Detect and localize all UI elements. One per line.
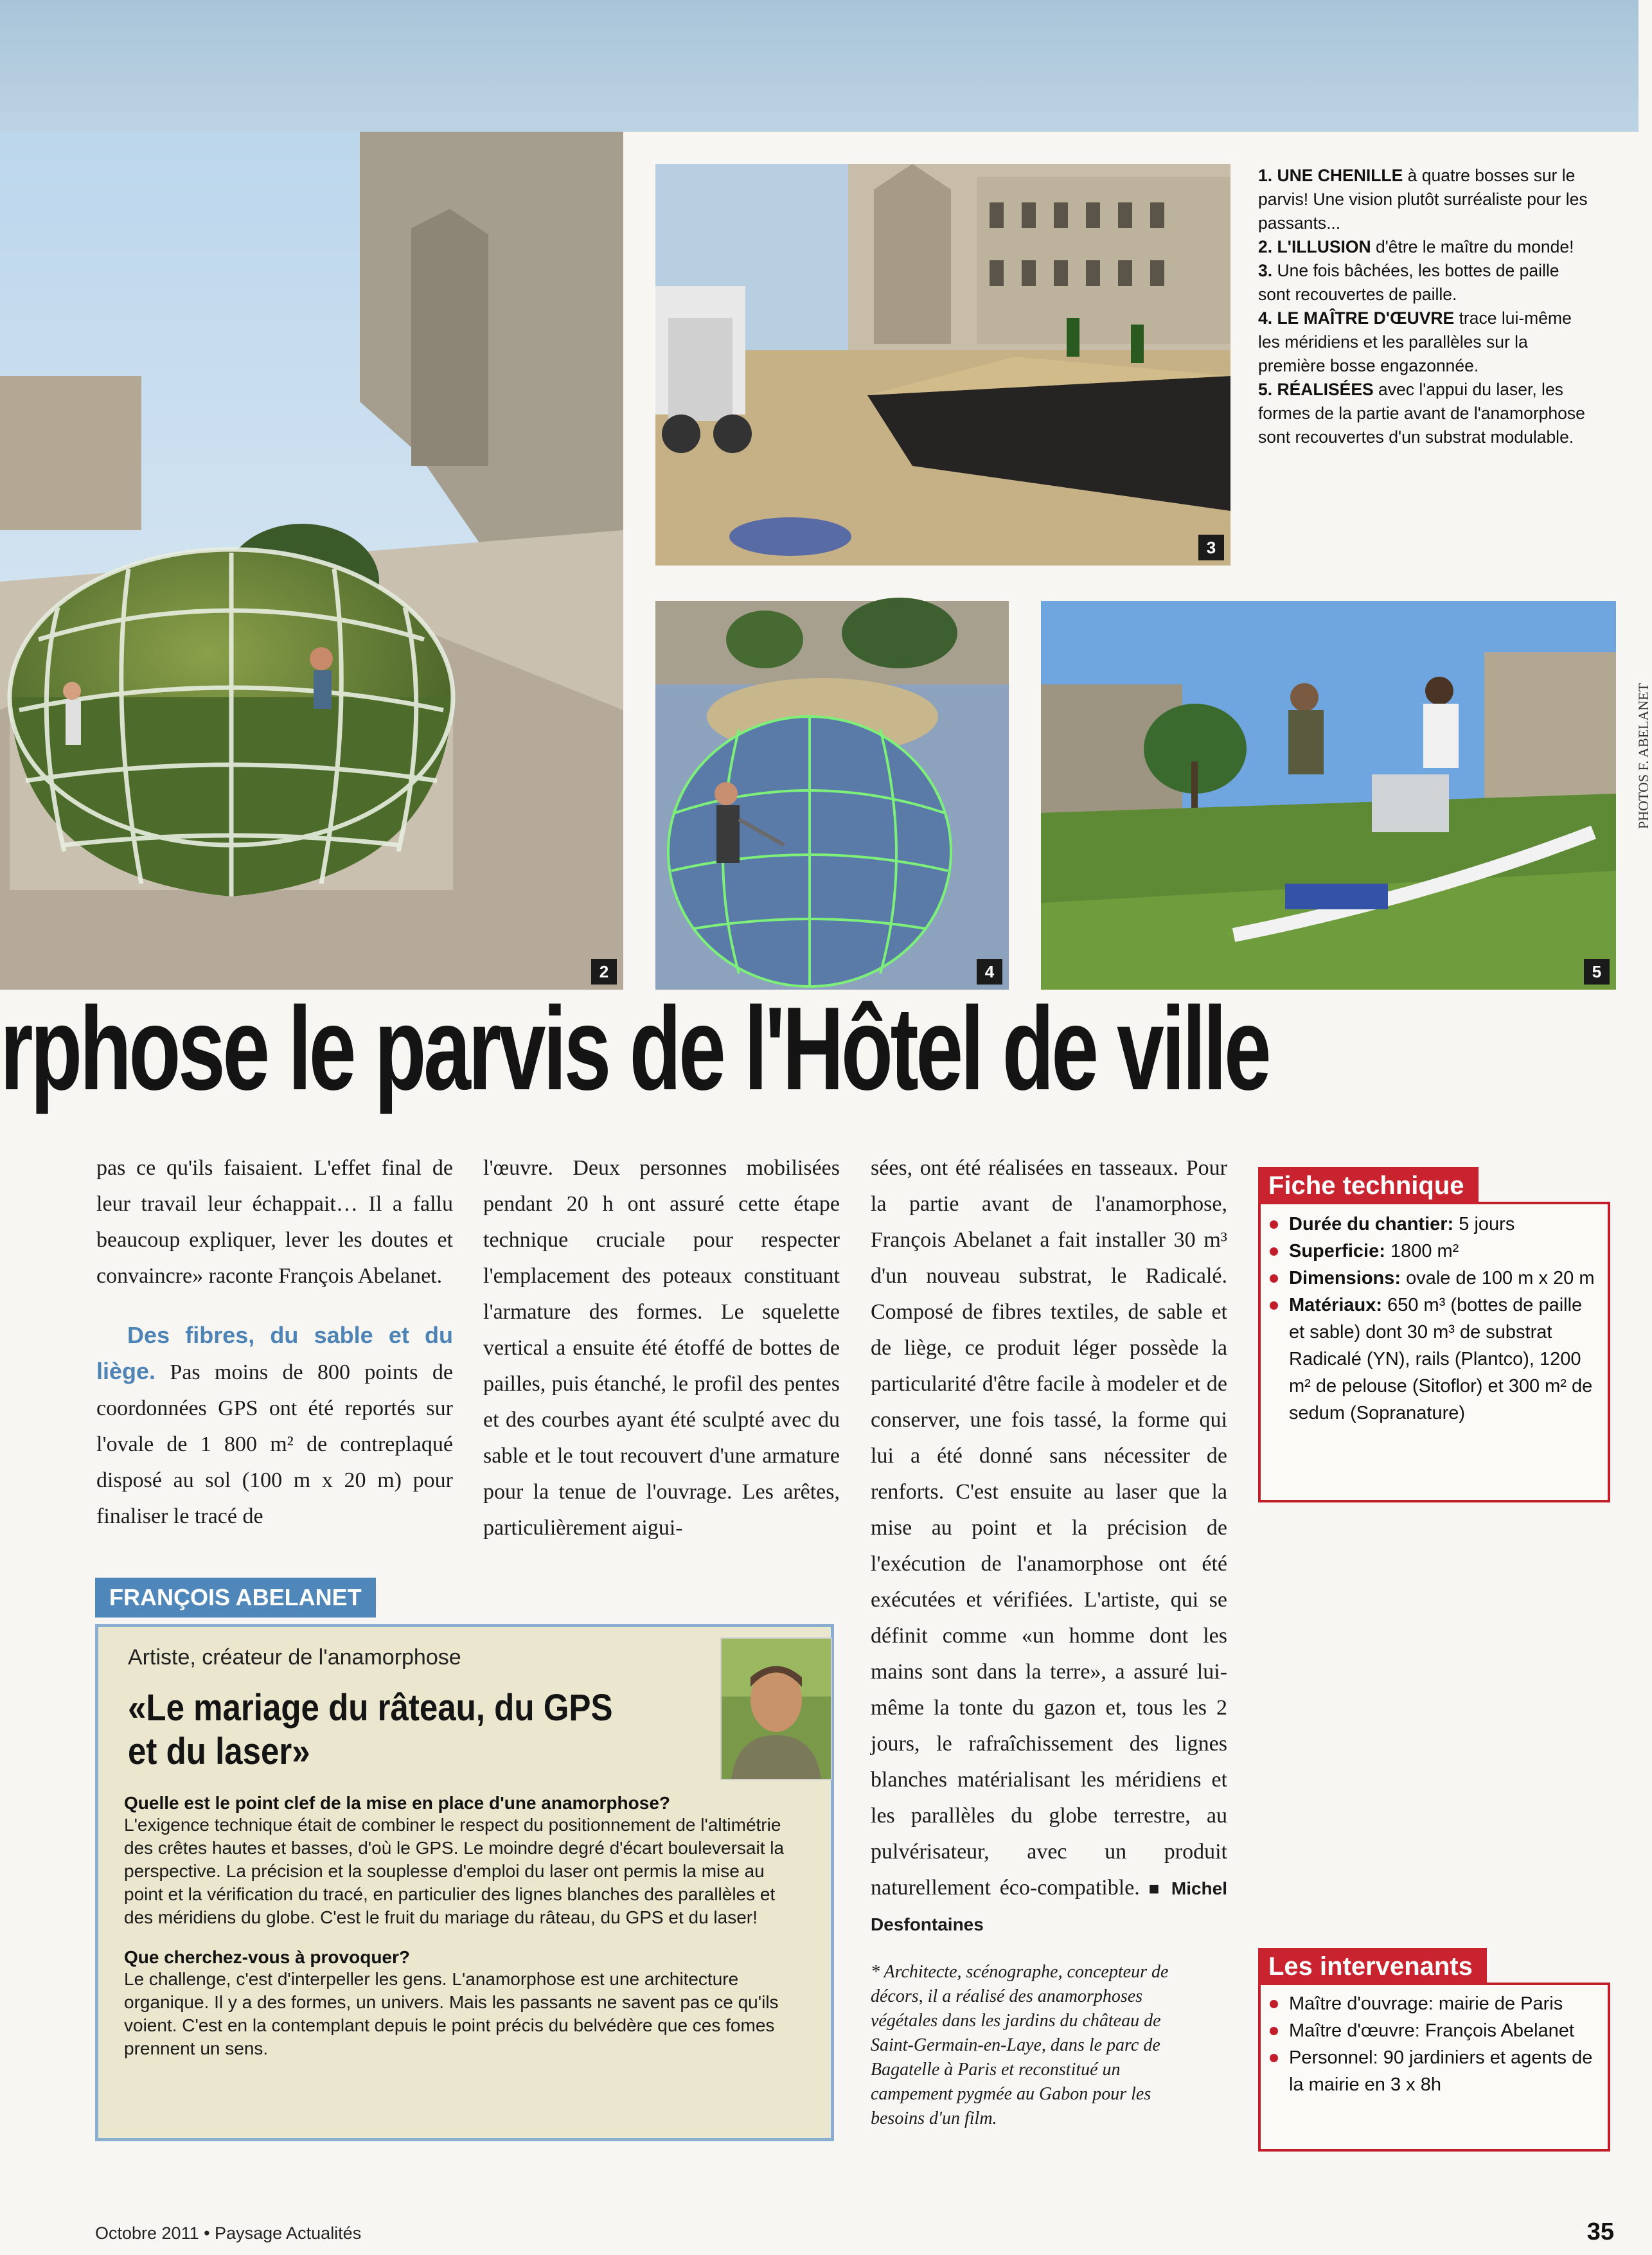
photo-globe-plaza — [0, 132, 623, 990]
photo-tracing-globe — [655, 601, 1009, 990]
article-headline: rphose le parvis de l'Hôtel de ville — [0, 982, 1269, 1114]
article-column-3 — [871, 1150, 1227, 1942]
fiche-technique-list — [1261, 1204, 1608, 1427]
portrait-photo — [720, 1637, 832, 1780]
intervenant-item: Personnel: 90 jardiniers et agents de la mairie en 3 x 8h — [1270, 2044, 1601, 2098]
page-number: 35 — [1586, 2218, 1614, 2245]
fiche-item: Durée du chantier: 5 jours — [1270, 1211, 1601, 1238]
section-subhead: Des fibres, du sable et du liège. — [96, 1322, 453, 1384]
author-signature: ■ Michel Desfontaines — [871, 1878, 1227, 1934]
footnote: * Architecte, scénographe, concepteur de décors, il a réalisé des anamorphoses végétales dans les jardins du château de Saint-Germain-en-Laye, dans le parc de Bagatelle à Paris et reconstitué un campement pygmée au Gabon pour les besoins d'un film. — [871, 1962, 1169, 2128]
intervenants-title: Les intervenants — [1258, 1948, 1487, 1985]
fiche-item: Matériaux: 650 m³ (bottes de paille et sable) dont 30 m³ de substrat Radicalé (YN), rails (Plantco), 1200 m² de pelouse (Sitoflor) et 300 m² de sedum (Sopranature) — [1270, 1292, 1601, 1427]
col1-paragraph-1: pas ce qu'ils faisaient. L'effet final de leur travail leur échappait… Il a fallu beaucoup expliquer, lever les doutes et convaincre» raconte François Abelanet. — [96, 1156, 453, 1288]
interview-role: Artiste, créateur de l'anamorphose — [128, 1645, 461, 1670]
caption-3: 3. Une fois bâchées, les bottes de paille sont recouvertes de paille. — [1258, 261, 1559, 304]
caption-4: 4. LE MAÎTRE D'ŒUVRE trace lui-même les méridiens et les parallèles sur la première bosse engazonnée. — [1258, 308, 1572, 375]
col3-paragraph-1: sées, ont été réalisées en tasseaux. Pour la partie avant de l'anamorphose, François Abelanet a fait installer 30 m³ d'un nouveau substrat, le Radicalé. Composé de fibres textiles, de sable et de liège, ce produit léger possède la particularité d'être facile à modeler et de conserver, une fois tassé, la forme qui lui a été donné sans nécessiter de renforts. C'est ensuite au laser que la mise au point et la précision de l'exécution de l'anamorphose ont été exécutées et vérifiées. L'artiste, qui se définit comme «un homme dont les mains sont dans la terre», a assuré lui-même la tonte du gazon et, tous les 2 jours, le rafraîchissement des lignes blanches matérialisant les méridiens et les parallèles du globe terrestre, au pulvérisateur, avec un produit naturellement éco-compatible. ■ Michel Desfontaines — [871, 1156, 1227, 1934]
photo-credit: PHOTOS F. ABELANET — [1635, 682, 1651, 829]
photo-number-2: 2 — [591, 959, 617, 985]
photo-construction — [655, 164, 1230, 566]
photo-number-5: 5 — [1584, 959, 1610, 985]
interview-qa — [124, 1793, 805, 2060]
caption-2: 2. L'ILLUSION d'être le maître du monde! — [1258, 237, 1574, 256]
caption-1: 1. UNE CHENILLE à quatre bosses sur le parvis! Une vision plutôt surréaliste pour les passants... — [1258, 166, 1588, 233]
interview-box — [95, 1624, 834, 2141]
fiche-item: Superficie: 1800 m² — [1270, 1238, 1601, 1265]
article-column-2 — [483, 1150, 840, 1546]
interview-question-1: Quelle est le point clef de la mise en place d'une anamorphose? — [124, 1793, 671, 1813]
interview-answer-1: L'exigence technique était de combiner le respect du positionnement de l'altimétrie des crêtes hautes et basses, d'où le GPS. Le moindre degré d'écart bouleversait la perspective. La précision et la souplesse d'emploi du laser ont permis la mise au point et la vérification du tracé, en particulier des lignes blanches des parallèles et des méridiens du globe. C'est le fruit du mariage du râteau, du GPS et du laser! — [124, 1815, 785, 1927]
caption-5: 5. RÉALISÉES avec l'appui du laser, les formes de la partie avant de l'anamorphose sont recouvertes d'un substrat modulable. — [1258, 380, 1585, 447]
interview-name-tab: FRANÇOIS ABELANET — [95, 1578, 376, 1618]
footer-issue: Octobre 2011 • Paysage Actualités — [95, 2224, 362, 2243]
photo-captions — [1258, 164, 1592, 449]
fiche-item: Dimensions: ovale de 100 m x 20 m — [1270, 1265, 1601, 1292]
interview-title: «Le mariage du râteau, du GPS et du laser» — [128, 1687, 613, 1772]
top-color-band — [0, 0, 1639, 132]
intervenant-item: Maître d'ouvrage: mairie de Paris — [1270, 1990, 1601, 2017]
photo-number-4: 4 — [977, 959, 1002, 985]
intervenant-item: Maître d'œuvre: François Abelanet — [1270, 2017, 1601, 2044]
col2-paragraph-1: l'œuvre. Deux personnes mobilisées pendant 20 h ont assuré cette étape technique cruciale pour respecter l'emplacement des poteaux constituant l'armature des formes. Le squelette vertical a ensuite été étoffé de bottes de pailles, puis étanché, le profil des pentes et des courbes ayant été sculpté avec du sable et le tout recouvert d'une armature pour la tenue de l'ouvrage. Les arêtes, particulièrement aigui- — [483, 1156, 840, 1540]
col1-paragraph-2: Des fibres, du sable et du liège. Pas moins de 800 points de coordonnées GPS ont été reportés sur l'ovale de 1 800 m² de contreplaqué disposé au sol (100 m x 20 m) pour finaliser le tracé de — [96, 1322, 453, 1528]
interview-answer-2: Le challenge, c'est d'interpeller les gens. L'anamorphose est une architecture organique. Il y a des formes, un univers. Mais les passants ne savent pas ce qu'ils voient. C'est en la contemplant depuis le point précis du belvédère que ces fomes prennent un sens. — [124, 1969, 779, 2058]
article-column-1 — [96, 1150, 453, 1535]
fiche-technique-box — [1258, 1172, 1610, 1502]
photo-mowing — [1041, 601, 1616, 990]
intervenants-list — [1261, 1985, 1608, 2098]
interview-question-2: Que cherchez-vous à provoquer? — [124, 1947, 410, 1967]
fiche-technique-title: Fiche technique — [1258, 1167, 1479, 1204]
intervenants-box — [1258, 1952, 1610, 2152]
photo-number-3: 3 — [1198, 535, 1224, 560]
